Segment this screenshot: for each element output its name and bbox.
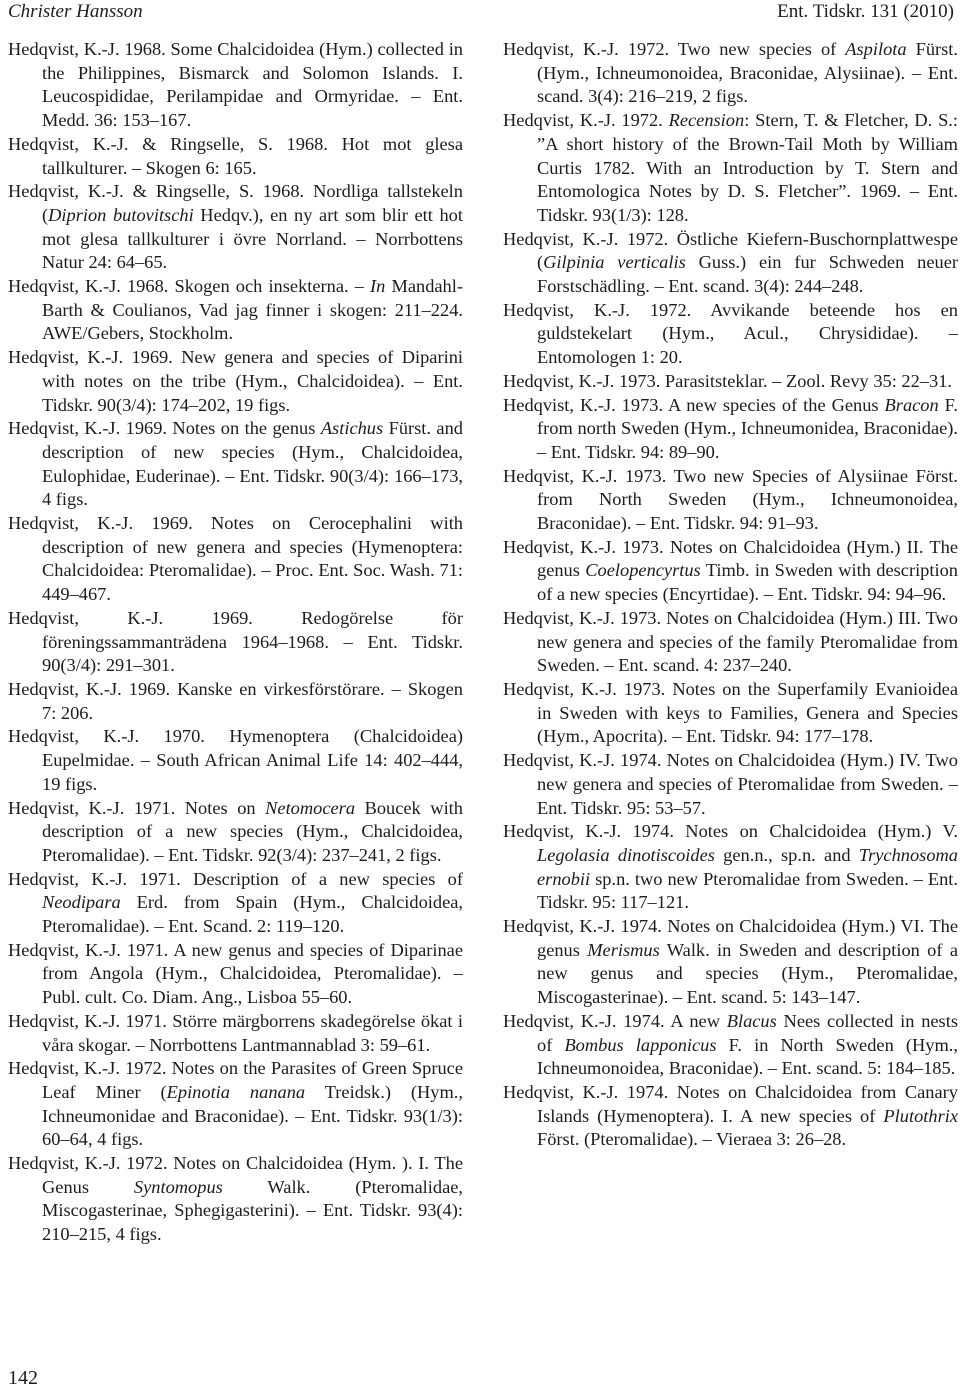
reference-text: Hedqvist, K.-J. 1968. Some Chalcidoidea (Hym.) collected in the Philippines, Bismarck and Solomon Islands. I. Leucospididae, Perilampidae and Ormyridae. – Ent. Medd. 36: 153–167. [8,39,463,131]
reference-text: Walk. (Pteromalidae, Miscogasterinae, Sphegigasterini). – Ent. Tidskr. 93(4): 210–215, 4 figs. [42,1176,464,1245]
reference-text: Hedqvist, K.-J. 1974. Notes on Chalcidoidea (Hym.) V. [503,821,958,842]
reference-text: Hedqvist, K.-J. 1970. Hymenoptera (Chalcidoidea) Eupelmidae. – South African Animal Life 14: 402–444, 19 figs. [8,726,463,794]
reference-italic-text: Netomocera [265,797,356,818]
reference-italic-text: Plutothrix [883,1105,958,1126]
reference-text: Hedqvist, K.-J. 1973. A new species of the Genus [503,394,885,415]
reference-entry [8,180,463,275]
reference-italic-text: Diprion butovitschi [48,204,194,225]
reference-italic-text: Bombus lapponicus [564,1034,717,1055]
reference-italic-text: Syntomopus [133,1176,223,1197]
reference-text: F. in North Sweden (Hym., Ichneumonoidea, Braconidae). – Ent. scand. 5: 184–185. [537,1034,958,1079]
reference-entry [503,915,958,1010]
reference-text: Erd. from Spain (Hym., Chalcidoidea, Pteromalidae). – Ent. Scand. 2: 119–120. [42,892,463,937]
reference-text: Hedqvist, K.-J. 1971. Notes on [8,797,266,818]
reference-text: Hedqvist, K.-J. 1968. Skogen och insekterna. – [8,276,371,297]
reference-entry [8,275,463,346]
reference-text: Hedqvist, K.-J. 1972. Östliche Kiefern-Buschornplattwespe ( [503,228,958,273]
reference-entry [503,678,958,749]
reference-text: Hedqvist, K.-J. 1971. Description of a new species of [8,868,463,889]
reference-text: Hedqvist, K.-J. 1969. Kanske en virkesförstörare. – Skogen 7: 206. [8,678,463,723]
reference-text: Hedqvist, K.-J. 1974. A new [503,1010,727,1031]
reference-text: Hedqvist, K.-J. 1971. A new genus and species of Diparinae from Angola (Hym., Chalcidoidea, Pteromalidae). – Publ. cult. Co. Diam. Ang., Lisboa 55–60. [8,939,463,1008]
reference-entry [503,536,958,607]
reference-text: Hedqvist, K.-J. 1969. Notes on the genus [8,418,321,439]
reference-italic-text: Bracon [884,394,939,415]
reference-italic-text: Coelopencyrtus [585,560,701,581]
reference-text: Hedqvist, K.-J. 1973. Notes on the Superfamily Evanioidea in Sweden with keys to Families, Genera and Species (Hym., Apocrita). – Ent. Tidskr. 94: 177–178. [503,678,958,747]
reference-text: Hedqvist, K.-J. 1972. Notes on Chalcidoidea (Hym. ). I. The Genus [8,1153,463,1197]
reference-entry [503,299,958,370]
reference-italic-text: Epinotia nanana [166,1081,306,1102]
reference-text: Timb. in Sweden with description of a new species (Encyrtidae). – Ent. Tidskr. 94: 94–96. [537,560,958,605]
reference-entry [503,1010,958,1081]
reference-text: Boucek with description of a new species (Hym., Chalcidoidea, Pteromalidae). – Ent. Tidskr. 92(3/4): 237–241, 2 figs. [42,797,463,865]
reference-entry [8,1152,463,1247]
reference-italic-text: Neodipara [42,892,121,913]
reference-entry [8,678,463,725]
reference-entry [8,1057,463,1152]
reference-entry [8,417,463,512]
reference-entry [503,820,958,915]
reference-text: Hedqvist, K.-J. 1972. Two new species of [503,39,846,59]
reference-entry [503,370,958,394]
reference-entry [503,1081,958,1152]
reference-text: Fürst. (Hym., Ichneumonoidea, Braconidae, Alysiinae). – Ent. scand. 3(4): 216–219, 2 figs. [537,39,959,107]
reference-text: Hedqvist, K.-J. 1969. New genera and species of Diparini with notes on the tribe (Hym., Chalcidoidea). – Ent. Tidskr. 90(3/4): 174–202, 19 figs. [8,347,463,415]
reference-text: Guss.) ein fur Schweden neuer Forstschädling. – Ent. scand. 3(4): 244–248. [537,252,958,297]
reference-entry [8,512,463,607]
reference-italic-text: Aspilota [845,39,907,59]
reference-italic-text: Trychnosoma ernobii [537,844,958,889]
reference-text: Mandahl-Barth & Coulianos, Vad jag finner i skogen: 211–224. AWE/Gebers, Stockholm. [42,276,463,344]
reference-entry [503,394,958,465]
reference-text: Hedqvist, K.-J. 1972. Notes on the Parasites of Green Spruce Leaf Miner ( [8,1058,463,1102]
reference-entry [8,725,463,796]
reference-italic-text: In [370,276,386,297]
reference-text: Hedqvist, K.-J. 1969. Notes on Cerocephalini with description of new genera and species (Hymenoptera: Chalcidoidea: Pteromalidae). – Proc. Ent. Soc. Wash. 71: 449–467. [8,513,463,605]
reference-column-right [503,38,958,1152]
reference-entry [8,939,463,1010]
page-number: 142 [8,1367,38,1389]
reference-entry [8,38,463,133]
reference-text: Hedqvist, K.-J. 1974. Notes on Chalcidoidea (Hym.) VI. The genus [503,916,958,960]
reference-text: Hedqvist, K.-J. 1973. Notes on Chalcidoidea (Hym.) III. Two new genera and species of the family Pteromalidae from Sweden. – Ent. scand. 4: 237–240. [503,607,958,676]
reference-entry [503,38,958,109]
reference-text: Hedqvist, K.-J. 1973. Two new Species of Alysiinae Först. from North Sweden (Hym., Ichneumonoidea, Braconidae). – Ent. Tidskr. 94: 91–93. [503,465,958,534]
reference-text: Hedqvist, K.-J. 1973. Notes on Chalcidoidea (Hym.) II. The genus [503,536,958,581]
reference-text: sp.n. two new Pteromalidae from Sweden. – Ent. Tidskr. 95: 117–121. [537,868,958,913]
reference-text: Hedqvist, K.-J. 1974. Notes on Chalcidoidea (Hym.) IV. Two new genera and species of Pteromalidae from Sweden. – Ent. Tidskr. 95: 53–57. [503,750,958,818]
reference-text: Hedqvist, K.-J. & Ringselle, S. 1968. Nordliga tallstekeln ( [8,181,463,225]
reference-text: Walk. in Sweden and description of a new genus and species (Hym., Pteromalidae, Miscogasterinae). – Ent. scand. 5: 143–147. [537,939,958,1008]
reference-text: : Stern, T. & Fletcher, D. S.: ”A short history of the Brown-Tail Moth by William Curtis 1782. With an Introduction by T. Stern and Entomologica Notes by D. S. Fletcher”. 1969. – Ent. Tidskr. 93(1/3): 128. [537,110,959,225]
reference-text: Hedqvist, K.-J. 1972. Avvikande beteende hos en guldstekelart (Hym., Acul., Chrysididae). – Entomologen 1: 20. [503,299,958,368]
reference-entry [8,868,463,939]
reference-text: Fürst. and description of new species (Hym., Chalcidoidea, Eulophidae, Euderinae). – Ent. Tidskr. 90(3/4): 166–173, 4 figs. [42,418,463,510]
running-header-author: Christer Hansson [8,1,143,22]
reference-text: Hedqvist, K.-J. & Ringselle, S. 1968. Hot mot glesa tallkulturer. – Skogen 6: 165. [8,133,463,178]
reference-column-left [8,38,463,1247]
reference-text: Hedqvist, K.-J. 1969. Redogörelse för föreningssammanträdena 1964–1968. – Ent. Tidskr. 90(3/4): 291–301. [8,607,463,676]
reference-entry [503,607,958,678]
reference-text: Hedqvist, K.-J. 1971. Större märgborrens skadegörelse ökat i våra skogar. – Norrbottens Lantmannablad 3: 59–61. [8,1010,463,1055]
reference-text: F. from north Sweden (Hym., Ichneumonidea, Braconidae). – Ent. Tidskr. 94: 89–90. [537,394,958,462]
reference-entry [8,1010,463,1057]
reference-text: Hedqvist, K.-J. 1974. Notes on Chalcidoidea from Canary Islands (Hymenoptera). I. A new species of [503,1081,958,1126]
reference-entry [503,228,958,299]
reference-text: Först. (Pteromalidae). – Vieraea 3: 26–28. [537,1129,847,1150]
reference-entry [8,133,463,180]
reference-italic-text: Merismus [587,939,660,960]
reference-text: Hedqv.), en ny art som blir ett hot mot glesa tallkulturer i övre Norrland. – Norrbottens Natur 24: 64–65. [42,204,463,273]
reference-italic-text: Astichus [320,418,384,439]
reference-text: Hedqvist, K.-J. 1973. Parasitsteklar. – Zool. Revy 35: 22–31. [503,370,952,391]
reference-italic-text: Blacus [726,1010,777,1031]
reference-text: Treidsk.) (Hym., Ichneumonidae and Braconidae). – Ent. Tidskr. 93(1/3): 60–64, 4 figs. [42,1081,464,1150]
reference-entry [8,607,463,678]
reference-entry [8,346,463,417]
reference-italic-text: Recension [668,110,745,131]
running-header-journal: Ent. Tidskr. 131 (2010) [777,1,954,22]
reference-entry [503,109,958,228]
reference-text: Hedqvist, K.-J. 1972. [503,110,669,131]
reference-text: gen.n., sp.n. and [714,844,859,865]
reference-entry [503,749,958,820]
reference-entry [8,797,463,868]
reference-text: Nees collected in nests of [537,1010,958,1055]
reference-entry [503,465,958,536]
reference-italic-text: Legolasia dinotiscoides [537,844,715,865]
reference-italic-text: Gilpinia verticalis [543,252,686,273]
